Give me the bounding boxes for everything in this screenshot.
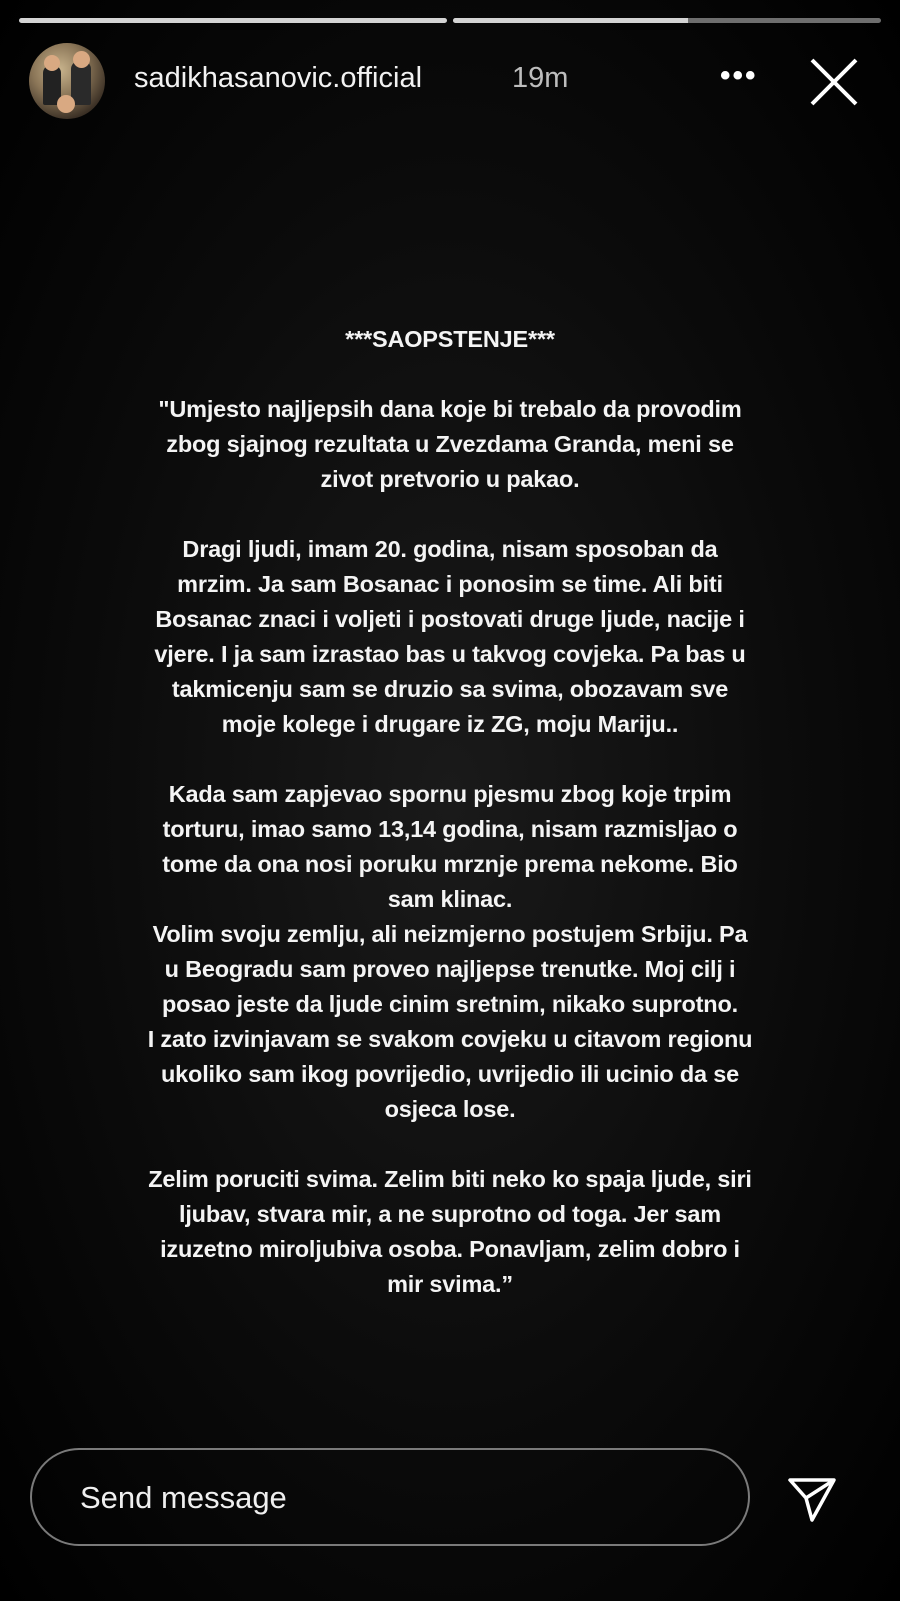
- story-line: [0, 742, 900, 777]
- story-text: [0, 322, 900, 1302]
- avatar[interactable]: [29, 43, 105, 119]
- story-line: tome da ona nosi poruku mrznje prema nekome. Bio: [162, 851, 738, 877]
- story-line: izuzetno miroljubiva osoba. Ponavljam, zelim dobro i: [160, 1236, 740, 1262]
- story-line: mrzim. Ja sam Bosanac i ponosim se time. Ali biti: [177, 571, 723, 597]
- story-line: sam klinac.: [387, 886, 513, 912]
- story-line: Dragi ljudi, imam 20. godina, nisam sposoban da: [182, 536, 718, 562]
- username[interactable]: sadikhasanovic.official: [134, 62, 423, 94]
- story-progress-2: [453, 18, 881, 23]
- story-line: zbog sjajnog rezultata u Zvezdama Granda, meni se: [166, 431, 734, 457]
- story-line: Kada sam zapjevao spornu pjesmu zbog koje trpim: [168, 781, 732, 807]
- story-line: ljubav, stvara mir, a ne suprotno od toga. Jer sam: [179, 1201, 721, 1227]
- story-line: Bosanac znaci i voljeti i postovati druge ljude, nacije i: [155, 606, 745, 632]
- story-line: moje kolege i drugare iz ZG, moju Mariju..: [221, 711, 679, 737]
- send-message-placeholder: Send message: [80, 1480, 287, 1515]
- progress-fill: [453, 18, 688, 23]
- send-icon[interactable]: [786, 1472, 838, 1524]
- story-progress-1: [19, 18, 447, 23]
- story-line: [0, 1127, 900, 1162]
- story-line: posao jeste da ljude cinim sretnim, nikako suprotno.: [162, 991, 738, 1017]
- story-line: osjeca lose.: [384, 1096, 516, 1122]
- story-line: zivot pretvorio u pakao.: [320, 466, 580, 492]
- story-line: [0, 497, 900, 532]
- post-time: 19m: [512, 62, 569, 94]
- story-line: I zato izvinjavam se svakom covjeku u citavom regionu: [147, 1026, 753, 1052]
- story-line: Zelim poruciti svima. Zelim biti neko ko spaja ljude, siri: [148, 1166, 752, 1192]
- story-line: vjere. I ja sam izrastao bas u takvog covjeka. Pa bas u: [154, 641, 746, 667]
- story-title: ***SAOPSTENJE***: [345, 326, 555, 352]
- progress-fill: [19, 18, 447, 23]
- story-line: torturu, imao samo 13,14 godina, nisam razmisljao o: [162, 816, 738, 842]
- story-line: takmicenju sam se druzio sa svima, obozavam sve: [171, 676, 729, 702]
- story-line: "Umjesto najljepsih dana koje bi trebalo da provodim: [158, 396, 742, 422]
- story-line: Volim svoju zemlju, ali neizmjerno postujem Srbiju. Pa: [152, 921, 748, 947]
- story-line: [0, 357, 900, 392]
- send-message-input[interactable]: [30, 1448, 750, 1546]
- close-icon[interactable]: [806, 54, 862, 110]
- story-line: mir svima.”: [387, 1271, 513, 1297]
- story-line: u Beogradu sam proveo najljepse trenutke. Moj cilj i: [164, 956, 736, 982]
- story-line: ukoliko sam ikog povrijedio, uvrijedio ili ucinio da se: [161, 1061, 739, 1087]
- more-horizontal-icon[interactable]: •••: [720, 59, 758, 92]
